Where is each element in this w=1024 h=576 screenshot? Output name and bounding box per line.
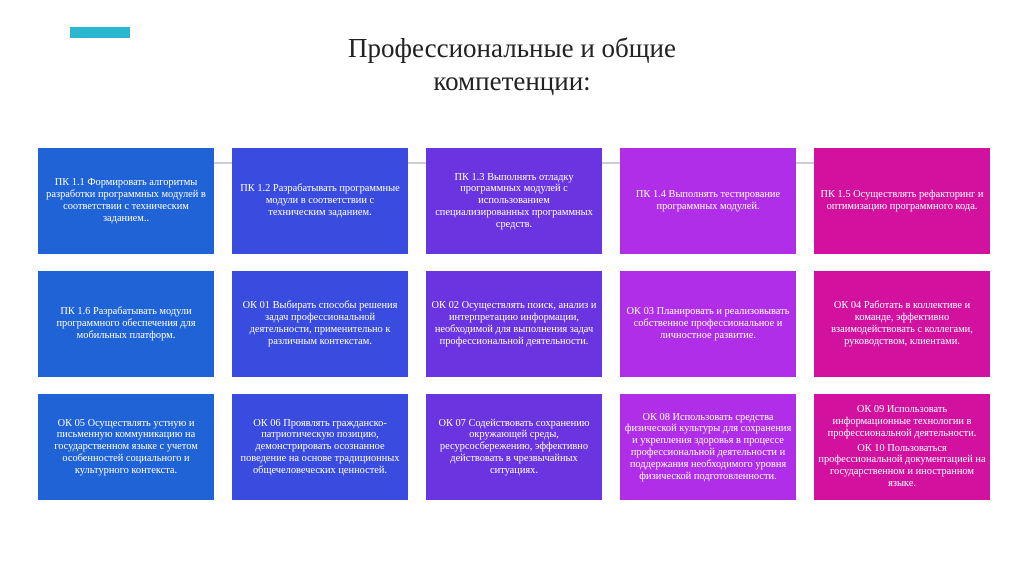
competency-text: ОК 09 Использовать информационные технологии в профессиональной деятельности. — [827, 404, 977, 439]
competency-text: ОК 02 Осуществлять поиск, анализ и интерпретацию информации, необходимой для выполнения задач профессиональной деятельности. — [431, 300, 597, 347]
slide-title-line-1: Профессиональные и общие — [347, 33, 676, 63]
competency-card — [426, 148, 602, 254]
competency-text: ОК 06 Проявлять гражданско-патриотическую позицию, демонстрировать осознанное поведение на основе традиционных общечеловеческих ценностей. — [240, 417, 400, 476]
competency-text: ОК 10 Пользоваться профессиональной документацией на государственном и иностранном языке. — [818, 442, 986, 489]
competency-text: ОК 04 Работать в коллективе и команде, эффективно взаимодействовать с коллегами, руководством, клиентами. — [831, 300, 973, 347]
competency-text: ПК 1.4 Выполнять тестирование программных модулей. — [635, 189, 781, 212]
competency-card — [620, 394, 796, 500]
competency-card — [38, 394, 214, 500]
competency-card — [38, 148, 214, 254]
competency-card — [232, 148, 408, 254]
competency-text: ПК 1.5 Осуществлять рефакторинг и оптимизацию программного кода. — [820, 189, 984, 212]
competency-card — [426, 394, 602, 500]
competency-text: ОК 01 Выбирать способы решения задач профессиональной деятельности, применительно к различным контекстам. — [242, 300, 398, 347]
competency-card — [232, 271, 408, 377]
competency-card — [426, 271, 602, 377]
competency-text: ОК 08 Использовать средства физической культуры для сохранения и укрепления здоровья в процессе профессиональной деятельности и поддержания необходимого уровня физической подготовленности. — [624, 411, 792, 482]
competency-card — [814, 394, 990, 500]
competency-text: ОК 03 Планировать и реализовывать собственное профессиональное и личностное развитие. — [626, 306, 790, 341]
slide-title-line-2: компетенции: — [433, 66, 591, 96]
competency-card — [620, 148, 796, 254]
competency-text: ОК 05 Осуществлять устную и письменную коммуникацию на государственном языке с учетом особенностей социального и культурного контекста. — [54, 417, 198, 476]
competency-card — [38, 271, 214, 377]
competency-text: ПК 1.2 Разрабатывать программные модули в соответствии с техническим заданием. — [240, 183, 400, 218]
competency-card — [814, 148, 990, 254]
competency-card — [232, 394, 408, 500]
competency-card — [620, 271, 796, 377]
competency-text: ПК 1.3 Выполнять отладку программных модулей с использованием специализированных программных средств. — [435, 171, 593, 230]
competency-text: ПК 1.1 Формировать алгоритмы разработки программных модулей в соответствии с техническим заданием.. — [46, 177, 206, 224]
competency-text: ОК 07 Содействовать сохранению окружающей среды, ресурсосбережению, эффективно действовать в чрезвычайных ситуациях. — [438, 417, 590, 476]
competency-card — [814, 271, 990, 377]
competency-text: ПК 1.6 Разрабатывать модули программного обеспечения для мобильных платформ. — [56, 306, 196, 341]
